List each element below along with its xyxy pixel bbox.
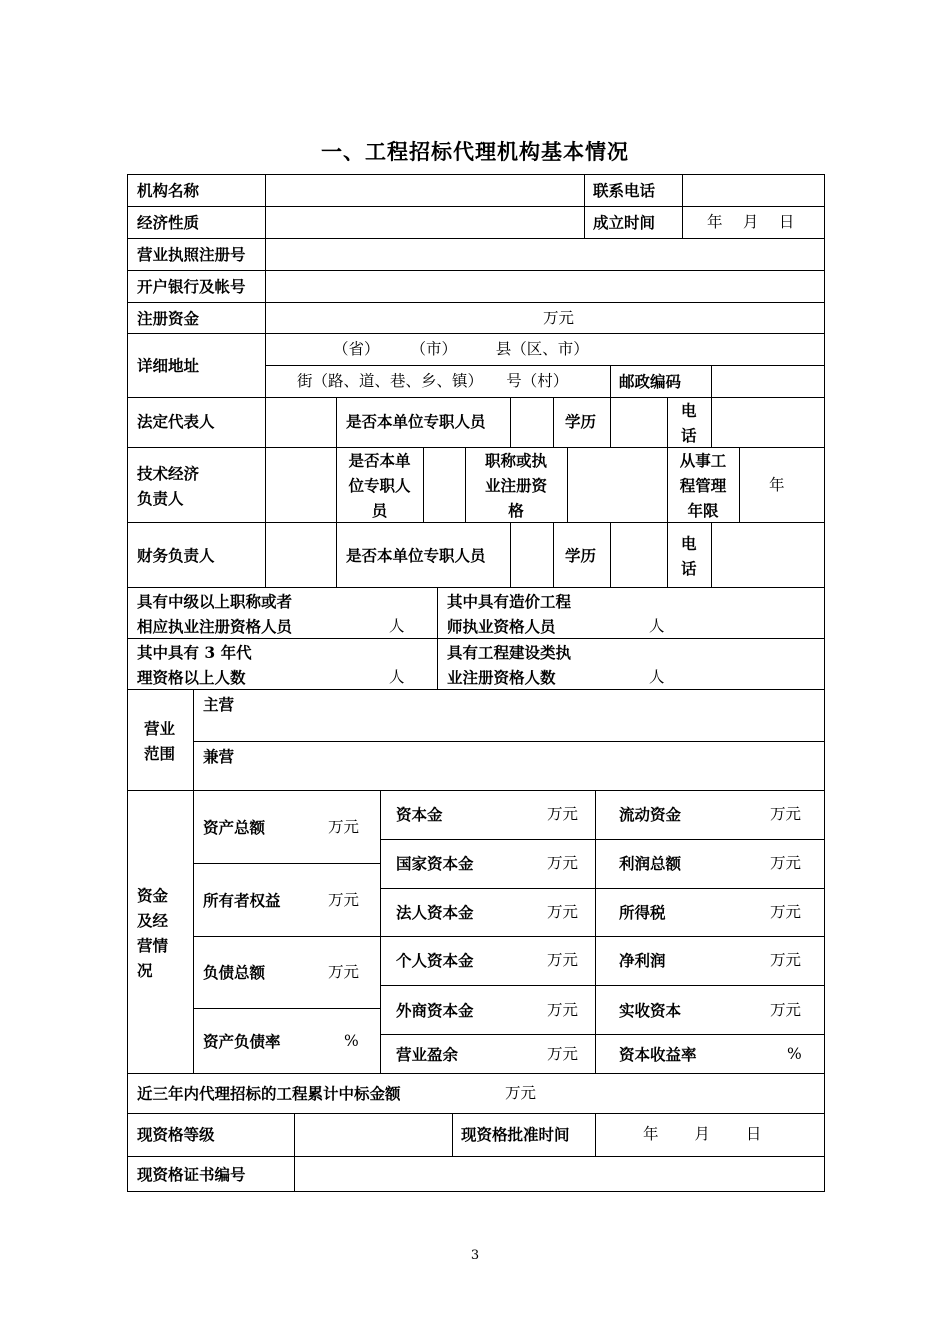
label-legal-capital: 法人资本金 (396, 903, 474, 922)
unit-capital: 万元 (547, 805, 579, 823)
label-license-no: 营业执照注册号 (137, 245, 246, 264)
unit-person-1: 人 (389, 617, 405, 635)
label-phone: 联系电话 (593, 181, 656, 200)
label-owner-equity: 所有者权益 (203, 891, 281, 910)
label-tech-2: 负责人 (137, 489, 184, 508)
unit-total-assets: 万元 (328, 818, 360, 836)
unit-foreign-capital: 万元 (547, 1001, 579, 1019)
label-bank-account: 开户银行及帐号 (137, 277, 246, 296)
unit-total-profit: 万元 (770, 854, 802, 872)
label-years-b: 程管理 (679, 476, 727, 495)
label-fulltime-2c: 员 (371, 501, 388, 520)
label-tel-2b: 话 (681, 559, 697, 578)
unit-debt-ratio: % (344, 1032, 359, 1050)
label-paid-capital: 实收资本 (619, 1001, 682, 1020)
unit-year: 年 (769, 476, 785, 494)
unit-state-capital: 万元 (547, 854, 579, 872)
unit-owner-equity: 万元 (328, 891, 360, 909)
unit-legal-capital: 万元 (547, 903, 579, 921)
label-years-a: 从事工 (679, 451, 727, 470)
label-fulltime-1: 是否本单位专职人员 (346, 412, 486, 431)
unit-est-date: 年 月 日 (707, 213, 795, 231)
unit-person-2: 人 (649, 617, 665, 635)
label-side-biz: 兼营 (203, 747, 235, 766)
unit-reg-capital: 万元 (543, 309, 575, 327)
label-approval-time: 现资格批准时间 (461, 1125, 570, 1144)
label-fund-d: 况 (137, 961, 153, 980)
unit-personal-capital: 万元 (547, 951, 579, 969)
unit-paid-capital: 万元 (770, 1001, 802, 1019)
unit-total-liab: 万元 (328, 963, 360, 981)
label-education-2: 学历 (565, 546, 597, 565)
label-scope-b: 范围 (144, 744, 176, 763)
label-bid-amount: 近三年内代理招标的工程累计中标金额 (137, 1084, 401, 1103)
unit-roe: % (787, 1045, 802, 1063)
label-total-profit: 利润总额 (619, 854, 682, 873)
label-fund-c: 营情 (137, 936, 169, 955)
label-years-c: 年限 (687, 501, 719, 520)
label-tel-2a: 电 (681, 534, 697, 553)
label-foreign-capital: 外商资本金 (396, 1001, 474, 1020)
label-cert-no: 现资格证书编号 (137, 1165, 246, 1184)
label-debt-ratio: 资产负债率 (203, 1032, 281, 1051)
label-est-time: 成立时间 (593, 213, 656, 232)
label-tech-1: 技术经济 (137, 464, 200, 483)
address-line-1: （省） （市） 县（区、市） (333, 340, 589, 358)
label-personal-capital: 个人资本金 (396, 951, 474, 970)
label-three-a: 其中具有 3 年代 (137, 643, 252, 662)
label-main-biz: 主营 (203, 695, 235, 714)
label-state-capital: 国家资本金 (396, 854, 474, 873)
label-econ-nature: 经济性质 (137, 213, 200, 232)
label-total-assets: 资产总额 (203, 818, 266, 837)
unit-net-profit: 万元 (770, 951, 802, 969)
label-title-c: 格 (508, 501, 524, 520)
label-operating-surplus: 营业盈余 (396, 1045, 459, 1064)
page-title: 一、工程招标代理机构基本情况 (321, 139, 629, 164)
label-eng-a: 具有工程建设类执 (447, 643, 572, 662)
label-legal-rep: 法定代表人 (137, 412, 215, 431)
unit-operating-surplus: 万元 (547, 1045, 579, 1063)
unit-working-capital: 万元 (770, 805, 802, 823)
label-fund-a: 资金 (137, 886, 169, 905)
unit-approval-date: 年 月 日 (643, 1125, 762, 1143)
page-number: 3 (470, 1248, 480, 1263)
label-three-b: 理资格以上人数 (137, 668, 246, 687)
label-mid-a: 具有中级以上职称或者 (137, 592, 293, 611)
label-fund-b: 及经 (137, 911, 169, 930)
label-address: 详细地址 (137, 356, 200, 375)
unit-income-tax: 万元 (770, 903, 802, 921)
label-mid-b: 相应执业注册资格人员 (137, 617, 293, 636)
label-org-name: 机构名称 (137, 181, 200, 200)
label-scope-a: 营业 (144, 719, 176, 738)
unit-bid-amount: 万元 (505, 1084, 537, 1102)
label-net-profit: 净利润 (619, 951, 666, 970)
label-title-a: 职称或执 (484, 451, 547, 470)
unit-person-4: 人 (649, 668, 665, 686)
label-tel-1b: 话 (681, 426, 697, 445)
label-eng-b: 业注册资格人数 (447, 668, 556, 687)
label-fulltime-3: 是否本单位专职人员 (346, 546, 486, 565)
label-cost-b: 师执业资格人员 (447, 617, 556, 636)
label-fulltime-2a: 是否本单 (348, 451, 411, 470)
label-postal: 邮政编码 (619, 372, 682, 391)
label-working-capital: 流动资金 (619, 805, 682, 824)
address-line-2: 街（路、道、巷、乡、镇） 号（村） (297, 372, 569, 390)
label-cost-a: 其中具有造价工程 (447, 592, 572, 611)
unit-person-3: 人 (389, 668, 405, 686)
label-tel-1a: 电 (681, 401, 697, 420)
label-finance: 财务负责人 (137, 546, 215, 565)
label-income-tax: 所得税 (619, 903, 666, 922)
label-fulltime-2b: 位专职人 (348, 476, 411, 495)
label-total-liab: 负债总额 (203, 963, 266, 982)
label-education-1: 学历 (565, 412, 597, 431)
label-title-b: 业注册资 (484, 476, 547, 495)
label-capital: 资本金 (396, 805, 443, 824)
label-grade: 现资格等级 (137, 1125, 215, 1144)
label-reg-capital: 注册资金 (137, 309, 200, 328)
label-roe: 资本收益率 (619, 1045, 697, 1064)
